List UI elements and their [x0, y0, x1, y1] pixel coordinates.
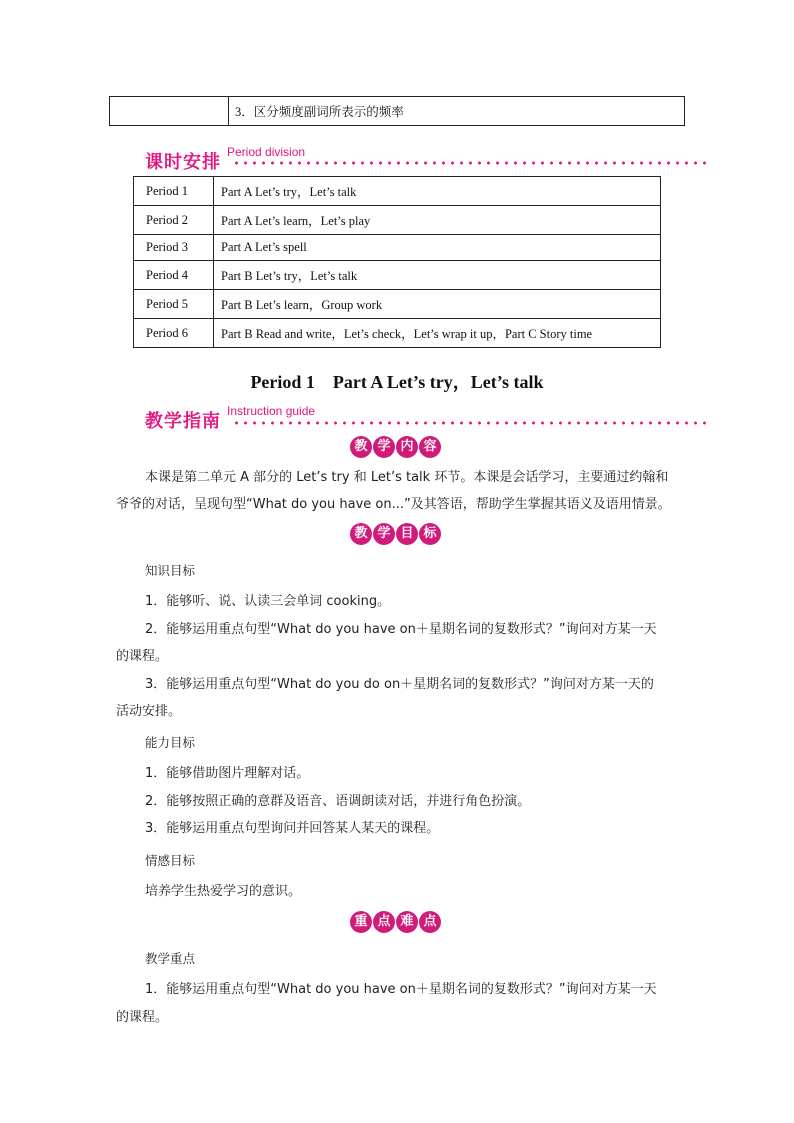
goal-item: 1．能够借助图片理解对话。 — [145, 766, 310, 781]
badge-char: 内 — [396, 436, 418, 458]
dotted-divider — [232, 161, 710, 165]
ability-goals-label: 能力目标 — [145, 735, 196, 750]
content-paragraph-line: 爷爷的对话，呈现句型“What do you have on...”及其答语，帮助学生掌握其语义及语用情景。 — [116, 497, 671, 512]
goal-item: 2．能够按照正确的意群及语音、语调朗读对话，并进行角色扮演。 — [145, 794, 531, 809]
goal-item: 3．能够运用重点句型“What do you do on＋星期名词的复数形式？”询问对方某一天的 — [145, 677, 654, 692]
goal-item: 3．能够运用重点句型询问并回答某人某天的课程。 — [145, 821, 440, 836]
table-row — [134, 235, 661, 261]
dotted-divider — [232, 421, 710, 425]
badge-char: 学 — [373, 523, 395, 545]
key-points-label: 教学重点 — [145, 951, 196, 966]
instruction-guide-heading — [145, 404, 316, 433]
table-cell: Period 2 — [134, 206, 214, 235]
knowledge-goals-label: 知识目标 — [145, 563, 196, 578]
table-cell: 3．区分频度副词所表示的频率 — [229, 97, 685, 126]
badge-char: 容 — [419, 436, 441, 458]
page-title: Period 1 Part A Let’s try，Let’s talk — [250, 372, 544, 392]
table-row — [110, 97, 685, 126]
key-point-item: 1．能够运用重点句型“What do you have on＋星期名词的复数形式？”询问对方某一天 — [145, 982, 657, 997]
heading-cn: 教学指南 — [145, 411, 221, 432]
badge-char: 学 — [373, 436, 395, 458]
content-paragraph-line: 本课是第二单元 A 部分的 Let’s try 和 Let’s talk 环节。本课是会话学习，主要通过约翰和 — [145, 470, 669, 485]
badge-char: 点 — [419, 911, 441, 933]
goal-item: 2．能够运用重点句型“What do you have on＋星期名词的复数形式？”询问对方某一天 — [145, 622, 657, 637]
goal-item-continued: 活动安排。 — [116, 704, 182, 719]
table-cell: Period 3 — [134, 235, 214, 261]
badge-char: 目 — [396, 523, 418, 545]
goal-item: 1．能够听、说、认读三会单词 cooking。 — [145, 594, 391, 609]
badge-char: 重 — [350, 911, 372, 933]
heading-en: Period division — [227, 145, 306, 159]
emotion-goals-label: 情感目标 — [145, 853, 196, 868]
key-point-item-continued: 的课程。 — [116, 1010, 169, 1025]
table-cell: Part A Let’s spell — [214, 235, 661, 261]
table-row — [134, 177, 661, 206]
heading-cn: 课时安排 — [145, 152, 221, 173]
table-row — [134, 290, 661, 319]
badge-char: 点 — [373, 911, 395, 933]
period-table — [133, 176, 661, 348]
table-cell: Period 5 — [134, 290, 214, 319]
badge-teaching-content — [350, 436, 441, 458]
badge-char: 教 — [350, 523, 372, 545]
badge-char: 教 — [350, 436, 372, 458]
table-cell: Part B Let’s learn，Group work — [214, 290, 661, 319]
badge-teaching-goals — [350, 523, 441, 545]
table-cell: Period 4 — [134, 261, 214, 290]
table-cell: Part B Read and write，Let’s check，Let’s wrap it up，Part C Story time — [214, 319, 661, 348]
table-row — [134, 319, 661, 348]
table-cell: Part B Let’s try，Let’s talk — [214, 261, 661, 290]
table-cell: Period 1 — [134, 177, 214, 206]
table-row — [134, 261, 661, 290]
goal-item-continued: 的课程。 — [116, 649, 169, 664]
heading-en: Instruction guide — [227, 404, 316, 418]
table-cell: Period 6 — [134, 319, 214, 348]
table-cell: Part A Let’s learn，Let’s play — [214, 206, 661, 235]
badge-key-points — [350, 911, 441, 933]
table-cell — [110, 97, 229, 126]
table-row — [134, 206, 661, 235]
table-cell: Part A Let’s try，Let’s talk — [214, 177, 661, 206]
badge-char: 标 — [419, 523, 441, 545]
objectives-table-fragment — [109, 96, 685, 126]
goal-item: 培养学生热爱学习的意识。 — [145, 884, 302, 899]
badge-char: 难 — [396, 911, 418, 933]
